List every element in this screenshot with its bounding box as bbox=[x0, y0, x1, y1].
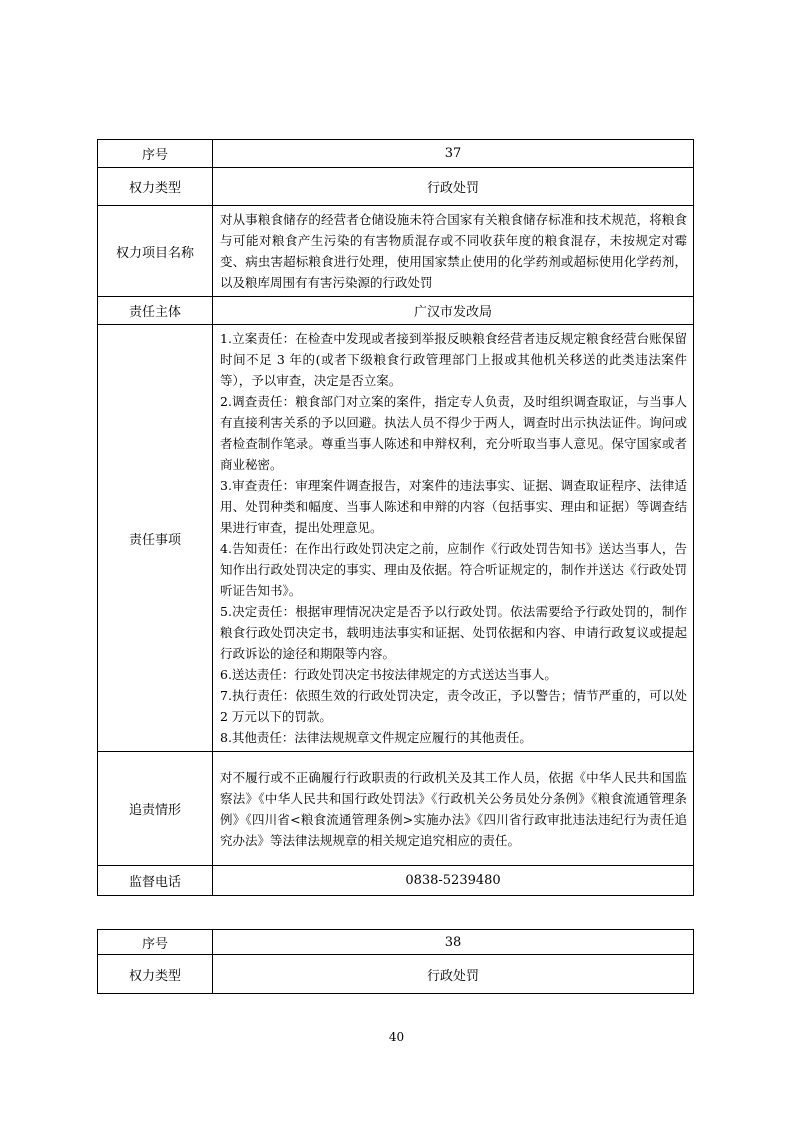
row-subject bbox=[98, 297, 694, 325]
label-power-type: 权力类型 bbox=[98, 955, 213, 994]
value-accountability: 对不履行或不正确履行行政职责的行政机关及其工作人员，依据《中华人民共和国监察法》《中华人民共和国行政处罚法》《行政机关公务员处分条例》《粮食流通管理条例》《四川省<粮食流通管理条例>实施办法》《四川省行政审批违法违纪行为责任追究办法》等法律法规规章的相关规定追究相应的责任。 bbox=[213, 752, 694, 866]
value-seq: 37 bbox=[213, 140, 694, 168]
duty-item: 8.其他责任：法律法规规章文件规定应履行的其他责任。 bbox=[220, 730, 532, 745]
label-seq: 序号 bbox=[98, 930, 213, 955]
row-phone bbox=[98, 866, 694, 896]
power-item-table-37 bbox=[97, 139, 694, 896]
row-item-name bbox=[98, 206, 694, 297]
duty-item: 5.决定责任：根据审理情况决定是否予以行政处罚。依法需要给予行政处罚的，制作粮食行政处罚决定书，载明违法事实和证据、处罚依据和内容、申请行政复议或提起行政诉讼的途径和期限等内容。 bbox=[220, 604, 687, 661]
power-item-table-38 bbox=[97, 929, 694, 994]
row-power-type bbox=[98, 955, 694, 994]
row-duties bbox=[98, 325, 694, 752]
label-power-type: 权力类型 bbox=[98, 168, 213, 206]
duty-item: 1.立案责任：在检查中发现或者接到举报反映粮食经营者违反规定粮食经营台账保留时间不足 3 年的(或者下级粮食行政管理部门上报或其他机关移送的此类违法案件等），予以审查，决定是否立案。 bbox=[220, 331, 687, 388]
value-phone: 0838-5239480 bbox=[213, 866, 694, 896]
duty-item: 7.执行责任：依照生效的行政处罚决定，责令改正，予以警告；情节严重的，可以处 2 万元以下的罚款。 bbox=[220, 688, 687, 724]
label-seq: 序号 bbox=[98, 140, 213, 168]
value-seq: 38 bbox=[213, 930, 694, 955]
page-number: 40 bbox=[388, 1030, 405, 1044]
duty-item: 4.告知责任：在作出行政处罚决定之前，应制作《行政处罚告知书》送达当事人，告知作出行政处罚决定的事实、理由及依据。符合听证规定的，制作并送达《行政处罚听证告知书》。 bbox=[220, 541, 687, 598]
label-accountability: 追责情形 bbox=[98, 752, 213, 866]
label-phone: 监督电话 bbox=[98, 866, 213, 896]
row-seq bbox=[98, 140, 694, 168]
value-subject: 广汉市发改局 bbox=[213, 297, 694, 325]
value-duties bbox=[213, 325, 694, 752]
duty-item: 3.审查责任：审理案件调查报告，对案件的违法事实、证据、调查取证程序、法律适用、处罚种类和幅度、当事人陈述和申辩的内容（包括事实、理由和证据）等调查结果进行审查，提出处理意见。 bbox=[220, 478, 687, 535]
row-power-type bbox=[98, 168, 694, 206]
row-accountability bbox=[98, 752, 694, 866]
row-seq bbox=[98, 930, 694, 955]
duty-item: 6.送达责任：行政处罚决定书按法律规定的方式送达当事人。 bbox=[220, 667, 557, 682]
duty-item: 2.调查责任：粮食部门对立案的案件，指定专人负责，及时组织调查取证，与当事人有直接利害关系的予以回避。执法人员不得少于两人，调查时出示执法证件。询问或者检查制作笔录。尊重当事人陈述和申辩权利，充分听取当事人意见。保守国家或者商业秘密。 bbox=[220, 394, 687, 472]
value-power-type: 行政处罚 bbox=[213, 168, 694, 206]
label-item-name: 权力项目名称 bbox=[98, 206, 213, 297]
value-item-name: 对从事粮食储存的经营者仓储设施未符合国家有关粮食储存标准和技术规范，将粮食与可能对粮食产生污染的有害物质混存或不同收获年度的粮食混存，未按规定对霉变、病虫害超标粮食进行处理，使用国家禁止使用的化学药剂或超标使用化学药剂，以及粮库周围有有害污染源的行政处罚 bbox=[213, 206, 694, 297]
value-power-type: 行政处罚 bbox=[213, 955, 694, 994]
label-subject: 责任主体 bbox=[98, 297, 213, 325]
label-duties: 责任事项 bbox=[98, 325, 213, 752]
